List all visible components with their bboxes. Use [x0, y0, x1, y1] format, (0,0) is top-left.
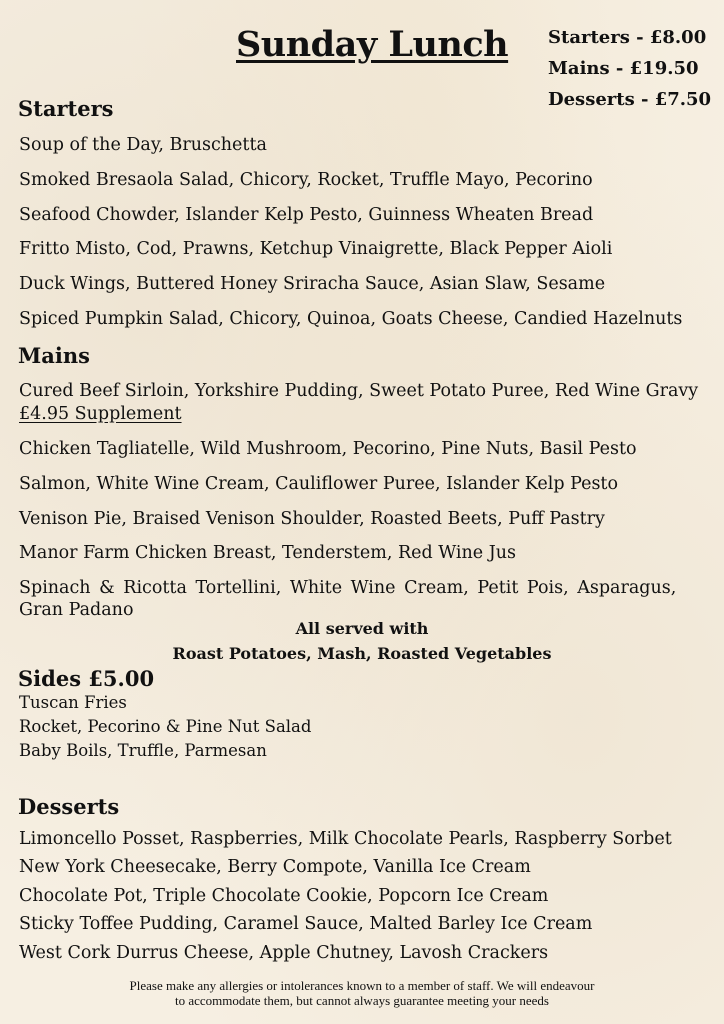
- price-list: [548, 22, 711, 115]
- sides-heading: Sides £5.00: [18, 666, 155, 691]
- mains-heading: Mains: [18, 343, 90, 368]
- main-item: Venison Pie, Braised Venison Shoulder, Roasted Beets, Puff Pastry: [19, 509, 605, 529]
- main-item: Spinach & Ricotta Tortellini, White Wine Cream, Petit Pois, Asparagus,: [19, 578, 677, 598]
- page-title: Sunday Lunch: [236, 24, 509, 65]
- starter-item: Seafood Chowder, Islander Kelp Pesto, Guinness Wheaten Bread: [19, 205, 594, 225]
- supplement-note: £4.95 Supplement: [19, 404, 182, 424]
- price-mains: Mains - £19.50: [548, 58, 699, 79]
- price-starters: Starters - £8.00: [548, 27, 707, 48]
- served-with-list: Roast Potatoes, Mash, Roasted Vegetables: [172, 644, 552, 663]
- main-item: Chicken Tagliatelle, Wild Mushroom, Pecorino, Pine Nuts, Basil Pesto: [19, 439, 637, 459]
- main-item: Manor Farm Chicken Breast, Tenderstem, Red Wine Jus: [19, 543, 516, 563]
- starter-item: Duck Wings, Buttered Honey Sriracha Sauce, Asian Slaw, Sesame: [19, 274, 606, 294]
- starters-heading: Starters: [18, 96, 114, 121]
- main-item-continued: Gran Padano: [19, 600, 134, 620]
- dessert-item: Limoncello Posset, Raspberries, Milk Chocolate Pearls, Raspberry Sorbet: [19, 829, 672, 849]
- allergy-notice-line: Please make any allergies or intolerances known to a member of staff. We will endeavour: [129, 978, 595, 993]
- dessert-item: West Cork Durrus Cheese, Apple Chutney, Lavosh Crackers: [19, 943, 549, 963]
- allergy-notice-line: to accommodate them, but cannot always guarantee meeting your needs: [175, 993, 549, 1008]
- starter-item: Soup of the Day, Bruschetta: [19, 135, 267, 155]
- served-with-title: All served with: [295, 619, 429, 638]
- dessert-item: Sticky Toffee Pudding, Caramel Sauce, Malted Barley Ice Cream: [19, 914, 593, 934]
- side-item: Rocket, Pecorino & Pine Nut Salad: [19, 717, 312, 736]
- desserts-heading: Desserts: [18, 794, 120, 819]
- main-item: Salmon, White Wine Cream, Cauliflower Puree, Islander Kelp Pesto: [19, 474, 618, 494]
- side-item: Tuscan Fries: [19, 693, 127, 712]
- allergy-notice: [0, 978, 724, 1008]
- starter-item: Smoked Bresaola Salad, Chicory, Rocket, Truffle Mayo, Pecorino: [19, 170, 593, 190]
- main-item: Cured Beef Sirloin, Yorkshire Pudding, Sweet Potato Puree, Red Wine Gravy: [19, 381, 699, 401]
- starter-item: Fritto Misto, Cod, Prawns, Ketchup Vinaigrette, Black Pepper Aioli: [19, 239, 613, 259]
- dessert-item: New York Cheesecake, Berry Compote, Vanilla Ice Cream: [19, 857, 531, 877]
- side-item: Baby Boils, Truffle, Parmesan: [19, 741, 267, 760]
- starter-item: Spiced Pumpkin Salad, Chicory, Quinoa, Goats Cheese, Candied Hazelnuts: [19, 309, 683, 329]
- price-desserts: Desserts - £7.50: [548, 89, 712, 110]
- dessert-item: Chocolate Pot, Triple Chocolate Cookie, Popcorn Ice Cream: [19, 886, 549, 906]
